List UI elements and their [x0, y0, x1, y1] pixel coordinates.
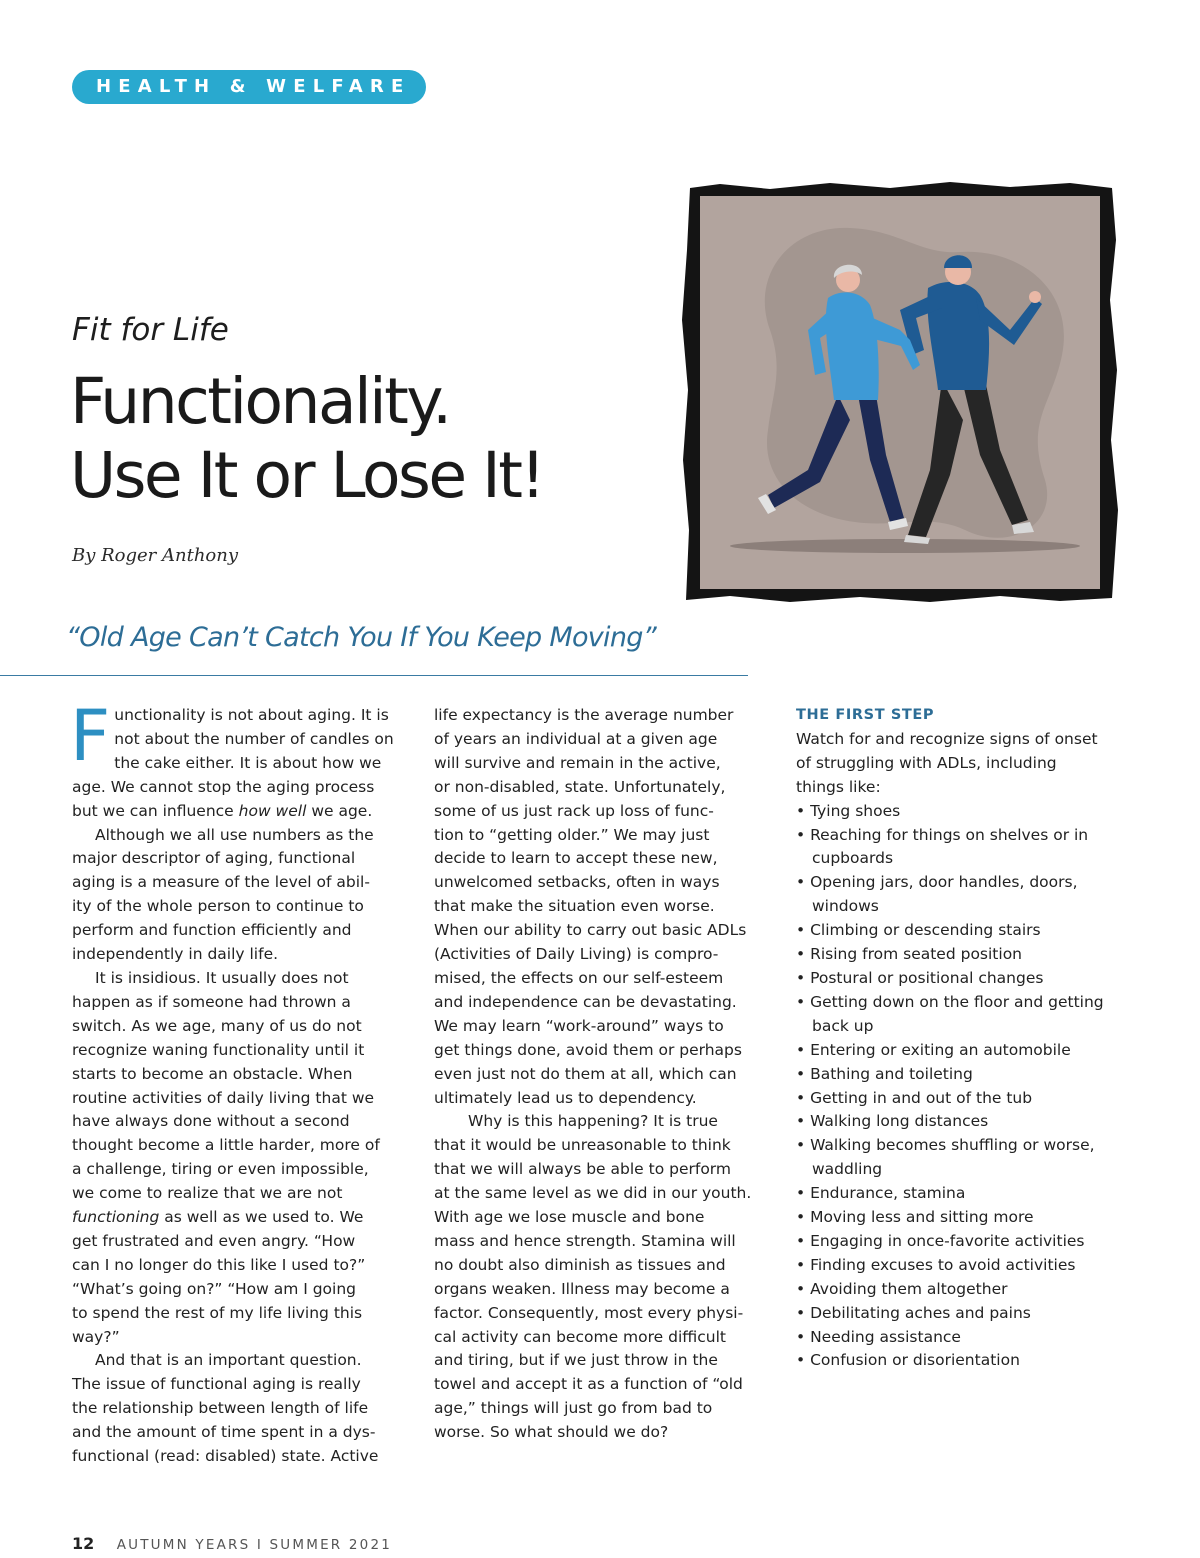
list-item-text: • Walking long distances	[796, 1112, 989, 1131]
article-column-3	[796, 704, 1136, 1373]
text-line: no doubt also diminish as tissues and	[434, 1255, 726, 1274]
text-line: With age we lose muscle and bone	[434, 1208, 705, 1227]
list-item	[796, 1230, 1136, 1254]
text-line: mised, the effects on our self-esteem	[434, 968, 724, 987]
list-item	[796, 1302, 1136, 1326]
text-line: the cake either. It is about how we	[114, 753, 382, 772]
text-line: of years an individual at a given age	[434, 729, 718, 748]
text-line: “What’s going on?” “How am I going	[72, 1279, 357, 1298]
text-line: independently in daily life.	[72, 945, 279, 964]
text-line: (Activities of Daily Living) is compro-	[434, 945, 719, 964]
pull-quote: “Old Age Can’t Catch You If You Keep Moving”	[66, 622, 657, 653]
text-line: tion to “getting older.” We may just	[434, 825, 710, 844]
elderly-couple-running-illustration	[680, 180, 1120, 605]
list-item	[796, 1182, 1136, 1206]
text-line: can I no longer do this like I used to?”	[72, 1255, 366, 1274]
list-item-text: • Postural or positional changes	[796, 968, 1044, 987]
list-item	[796, 1039, 1136, 1063]
list-item	[796, 1134, 1136, 1182]
text-line: that we will always be able to perform	[434, 1160, 732, 1179]
list-item-text: • Finding excuses to avoid activities	[796, 1255, 1076, 1274]
list-item-text: • Entering or exiting an automobile	[796, 1040, 1071, 1059]
text-line: routine activities of daily living that we	[72, 1088, 375, 1107]
list-item-continuation: waddling	[812, 1160, 883, 1179]
text-line: switch. As we age, many of us do not	[72, 1016, 362, 1035]
list-item	[796, 824, 1136, 872]
background-blob	[765, 228, 1064, 538]
text-line: but we can influence how well we age.	[72, 801, 373, 820]
divider-rule	[0, 675, 748, 676]
drop-cap: F	[70, 695, 111, 777]
list-item-text: • Bathing and toileting	[796, 1064, 973, 1083]
list-item	[796, 800, 1136, 824]
text-line: and the amount of time spent in a dys-	[72, 1423, 376, 1442]
text-line: happen as if someone had thrown a	[72, 992, 351, 1011]
text-line: major descriptor of aging, functional	[72, 849, 356, 868]
list-item	[796, 871, 1136, 919]
text-line: or non-disabled, state. Unfortunately,	[434, 777, 726, 796]
paragraph-5	[434, 704, 768, 1110]
text-line: functional (read: disabled) state. Active	[72, 1447, 379, 1466]
subhead-first-step: THE FIRST STEP	[796, 707, 935, 723]
text-line: get frustrated and even angry. “How	[72, 1231, 356, 1250]
list-item	[796, 1254, 1136, 1278]
list-item-text: • Moving less and sitting more	[796, 1208, 1034, 1227]
text-line: not about the number of candles on	[114, 729, 394, 748]
text-line: mass and hence strength. Stamina will	[434, 1231, 736, 1250]
text-line: And that is an important question.	[95, 1351, 362, 1370]
text-line: recognize waning functionality until it	[72, 1040, 365, 1059]
list-item-text: • Needing assistance	[796, 1327, 961, 1346]
text-line: unctionality is not about aging. It is	[114, 706, 389, 724]
list-item-text: • Climbing or descending stairs	[796, 921, 1041, 940]
text-line: starts to become an obstacle. When	[72, 1064, 353, 1083]
headline-line-1: Functionality.	[70, 365, 450, 438]
list-item	[796, 1349, 1136, 1373]
list-item-text: • Opening jars, door handles, doors,	[796, 873, 1078, 892]
list-item-continuation: cupboards	[812, 849, 894, 868]
list-item-text: • Getting down on the floor and getting	[796, 992, 1104, 1011]
text-line: worse. So what should we do?	[434, 1423, 669, 1442]
text-line: to spend the rest of my life living this	[72, 1303, 363, 1322]
article-headline	[70, 365, 543, 513]
list-item-text: • Endurance, stamina	[796, 1184, 966, 1203]
text-line: that make the situation even worse.	[434, 897, 715, 916]
text-line: we come to realize that we are not	[72, 1184, 343, 1203]
article-column-1	[70, 695, 402, 1469]
text-line: aging is a measure of the level of abil-	[72, 873, 370, 892]
text-line: the relationship between length of life	[72, 1399, 369, 1418]
intro-paragraph	[796, 728, 1136, 800]
text-line: Why is this happening? It is true	[468, 1112, 718, 1131]
list-item-text: • Reaching for things on shelves or in	[796, 825, 1089, 844]
list-item	[796, 991, 1136, 1039]
text-line: cal activity can become more difficult	[434, 1327, 726, 1346]
text-line: ity of the whole person to continue to	[72, 897, 364, 916]
text-line: unwelcomed setbacks, often in ways	[434, 873, 720, 892]
text-line: functioning as well as we used to. We	[72, 1208, 364, 1227]
page-number: 12	[72, 1534, 95, 1553]
text-line: even just not do them at all, which can	[434, 1064, 737, 1083]
text-line: Watch for and recognize signs of onset	[796, 729, 1098, 748]
adl-signs-list	[796, 800, 1136, 1374]
text-line: way?”	[72, 1327, 120, 1346]
text-line: some of us just rack up loss of func-	[434, 801, 714, 820]
list-item	[796, 1326, 1136, 1350]
list-item	[796, 967, 1136, 991]
text-line: ultimately lead us to dependency.	[434, 1088, 697, 1107]
article-column-2	[434, 704, 768, 1445]
text-line: that it would be unreasonable to think	[434, 1136, 731, 1155]
text-line: age,” things will just go from bad to	[434, 1399, 713, 1418]
list-item	[796, 1278, 1136, 1302]
list-item-text: • Tying shoes	[796, 801, 901, 820]
list-item	[796, 1110, 1136, 1134]
text-line: life expectancy is the average number	[434, 706, 734, 724]
list-item	[796, 1206, 1136, 1230]
text-line: factor. Consequently, most every physi-	[434, 1303, 744, 1322]
text-line: at the same level as we did in our youth.	[434, 1184, 752, 1203]
text-line: things like:	[796, 777, 881, 796]
text-line: It is insidious. It usually does not	[95, 968, 349, 987]
byline: By Roger Anthony	[72, 545, 239, 566]
list-item	[796, 919, 1136, 943]
list-item	[796, 943, 1136, 967]
text-line: decide to learn to accept these new,	[434, 849, 718, 868]
paragraph-6	[434, 1110, 768, 1445]
list-item-text: • Walking becomes shuffling or worse,	[796, 1136, 1095, 1155]
list-item-text: • Getting in and out of the tub	[796, 1088, 1033, 1107]
list-item-text: • Confusion or disorientation	[796, 1351, 1020, 1370]
text-line: We may learn “work-around” ways to	[434, 1016, 724, 1035]
section-tag: HEALTH & WELFARE	[72, 70, 426, 104]
text-line: perform and function efficiently and	[72, 921, 352, 940]
list-item-text: • Avoiding them altogether	[796, 1279, 1008, 1298]
text-line: Although we all use numbers as the	[95, 825, 374, 844]
text-line: towel and accept it as a function of “old	[434, 1375, 743, 1394]
text-line: The issue of functional aging is really	[72, 1375, 361, 1394]
text-line: When our ability to carry out basic ADLs	[434, 921, 747, 940]
text-line: and tiring, but if we just throw in the	[434, 1351, 718, 1370]
list-item	[796, 1063, 1136, 1087]
paragraph-3	[72, 967, 402, 1350]
text-line: of struggling with ADLs, including	[796, 753, 1057, 772]
paragraph-2	[72, 824, 402, 967]
article-kicker: Fit for Life	[72, 312, 229, 348]
text-line: a challenge, tiring or even impossible,	[72, 1160, 369, 1179]
text-line: organs weaken. Illness may become a	[434, 1279, 730, 1298]
paragraph-4	[72, 1349, 402, 1469]
page-footer	[72, 1534, 392, 1553]
list-item-text: • Engaging in once-favorite activities	[796, 1231, 1085, 1250]
text-line: age. We cannot stop the aging process	[72, 777, 375, 796]
text-line: get things done, avoid them or perhaps	[434, 1040, 742, 1059]
list-item-continuation: back up	[812, 1016, 874, 1035]
text-line: thought become a little harder, more of	[72, 1136, 380, 1155]
text-line: have always done without a second	[72, 1112, 350, 1131]
text-line: will survive and remain in the active,	[434, 753, 721, 772]
list-item	[796, 1087, 1136, 1111]
text-line: and independence can be devastating.	[434, 992, 737, 1011]
publication-info: AUTUMN YEARS I SUMMER 2021	[116, 1537, 393, 1553]
list-item-text: • Debilitating aches and pains	[796, 1303, 1031, 1322]
list-item-continuation: windows	[812, 897, 879, 916]
paragraph-1	[70, 695, 402, 824]
list-item-text: • Rising from seated position	[796, 945, 1022, 964]
headline-line-2: Use It or Lose It!	[70, 439, 544, 512]
